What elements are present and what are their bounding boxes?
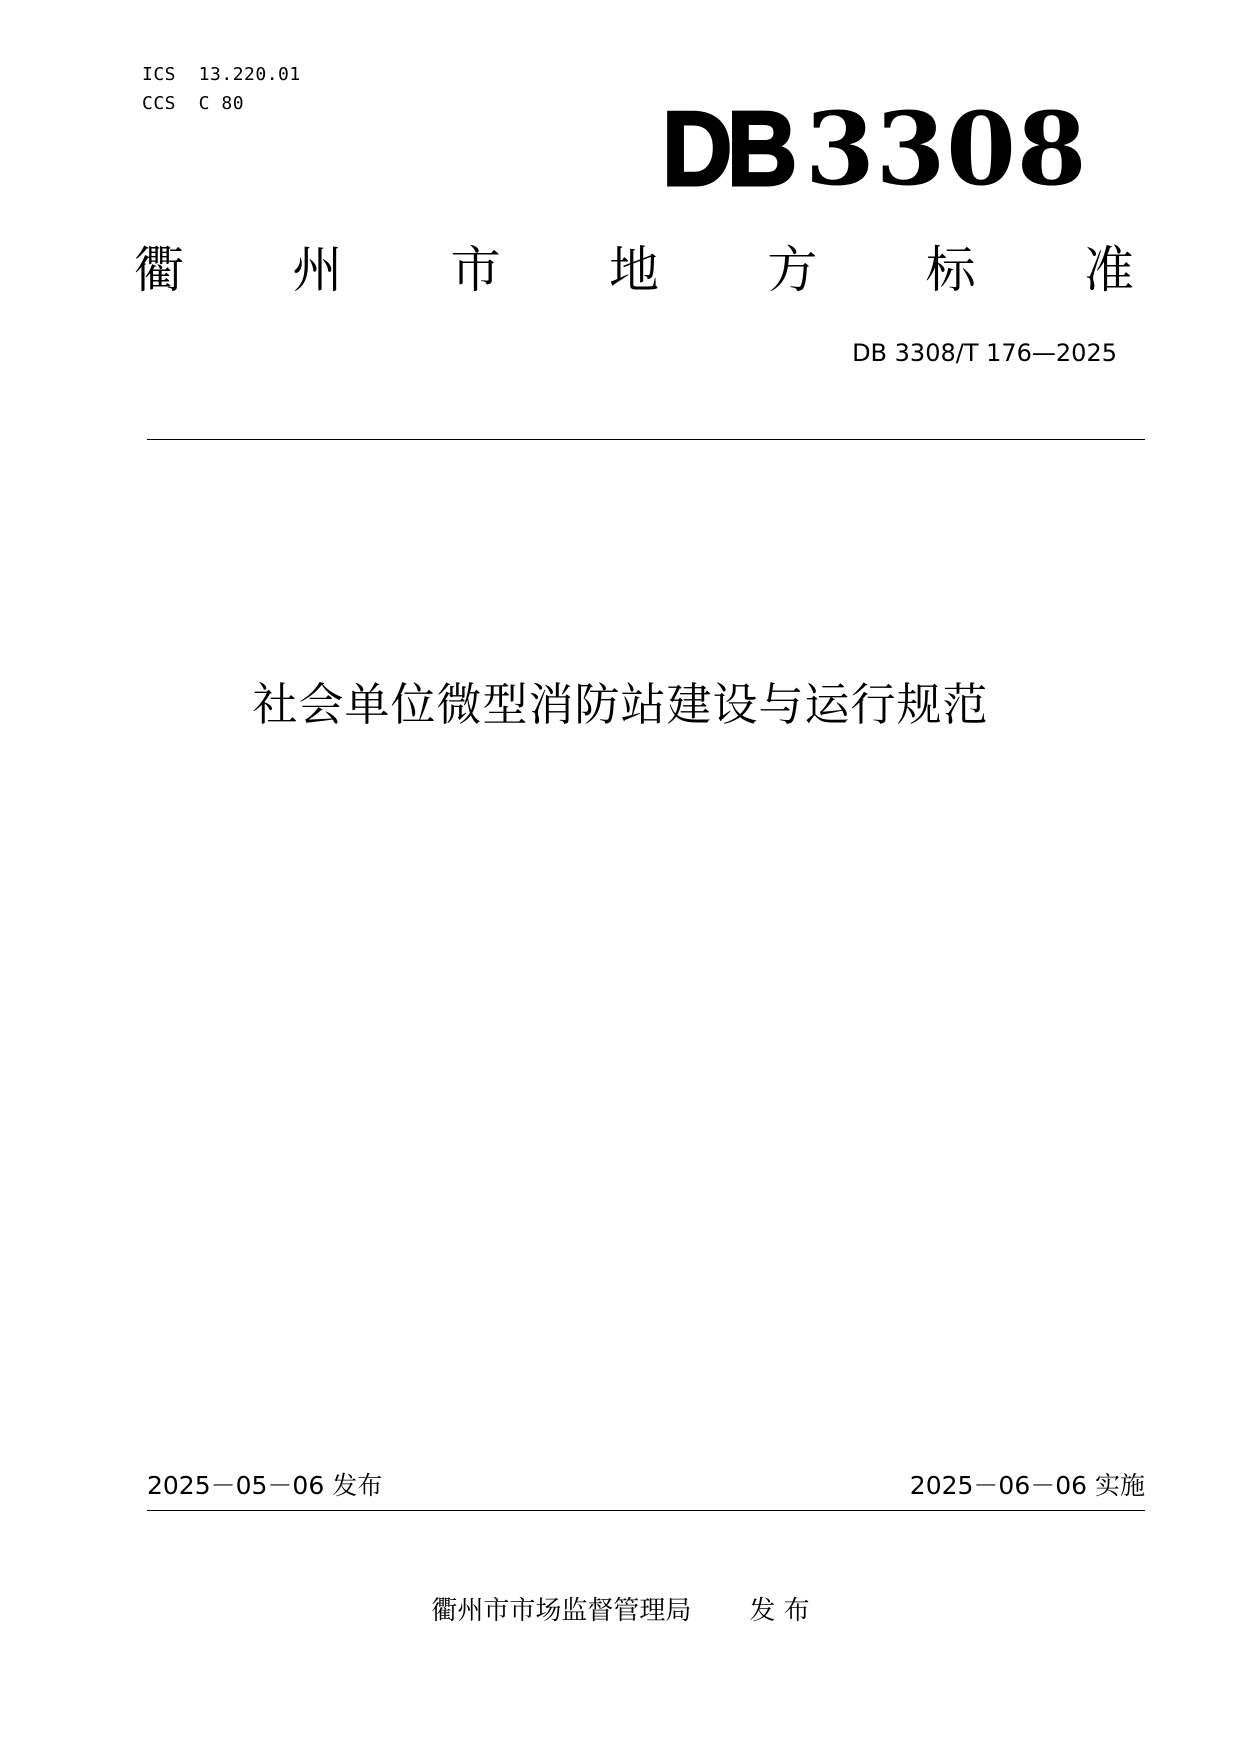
standard-type-char: 地: [608, 241, 659, 299]
standard-type-char: 市: [450, 241, 501, 299]
standard-number: DB 3308/T 176—2025: [852, 339, 1117, 367]
standard-type-heading: [134, 240, 1134, 300]
ccs-code: CCS C 80: [142, 93, 245, 114]
standard-type-char: 州: [292, 241, 343, 299]
ics-code: ICS 13.220.01: [142, 64, 301, 85]
publish-action: 发 布: [749, 1596, 810, 1626]
document-title: 社会单位微型消防站建设与运行规范: [252, 678, 989, 731]
standard-type-char: 标: [925, 241, 976, 299]
publisher-name: 衢州市市场监督管理局: [431, 1596, 692, 1626]
db-mark-letters: DB: [662, 89, 792, 208]
publisher-line: [0, 1594, 1241, 1628]
footer-divider: [147, 1510, 1145, 1511]
issue-date: 2025－05－06 发布: [147, 1471, 383, 1500]
standard-type-char: 准: [1083, 241, 1134, 299]
db-standard-mark: [662, 89, 1088, 208]
standard-type-char: 方: [767, 241, 818, 299]
standard-type-char: 衢: [134, 241, 184, 299]
db-mark-number: 3308: [805, 89, 1088, 208]
header-divider: [147, 439, 1145, 440]
classification-codes: [142, 60, 301, 118]
implementation-date: 2025－06－06 实施: [909, 1471, 1145, 1500]
